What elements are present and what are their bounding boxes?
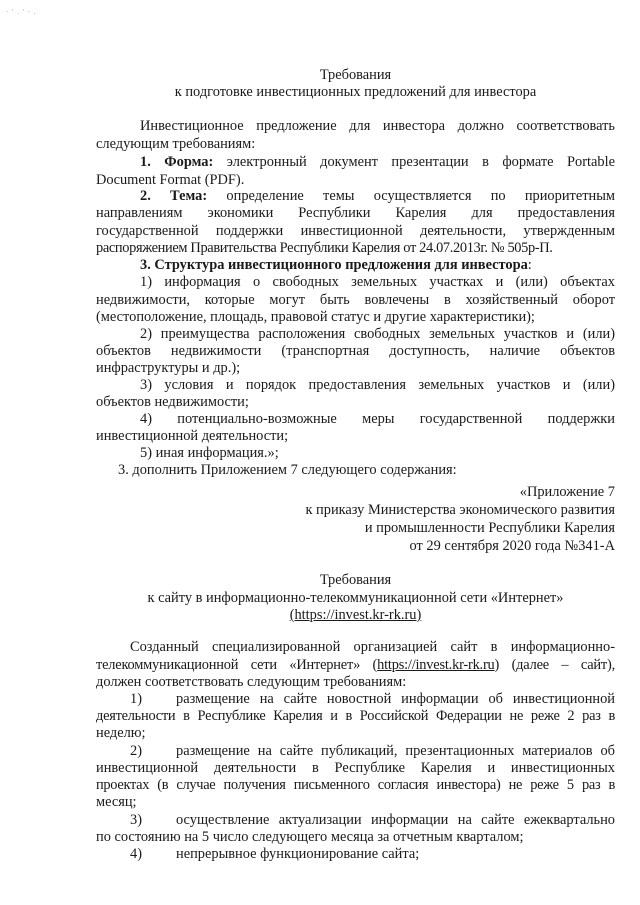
scan-corner-mark: · ' . ' · . (6, 8, 37, 16)
invest-site-inline-link[interactable]: https://invest.kr-rk.ru (377, 657, 495, 673)
site-item2-line4: месяц; (96, 794, 137, 810)
section1-intro-line1: Инвестиционное предложение для инвестора должно соответствовать (140, 118, 615, 134)
form-label: 1. Форма: (140, 154, 214, 170)
invest-site-link[interactable]: (https://invest.kr-rk.ru) (289, 607, 422, 623)
topic-requirement-line4: распоряжением Правительства Республики Карелия от 24.07.2013г. № 505р-П. (96, 240, 553, 256)
appendix-order: к приказу Министерства экономического развития (305, 502, 615, 518)
section2-url (96, 606, 615, 625)
section2-subtitle: к сайту в информационно-телекоммуникационной сети «Интернет» (147, 590, 564, 606)
site-item4-number: 4) (130, 846, 142, 862)
appendix-label: «Приложение 7 (519, 484, 615, 500)
structure-item2-line2: объектов недвижимости (транспортная доступность, наличие объектов (96, 343, 615, 359)
site-item3-line1: осуществление актуализации информации на сайте ежеквартально (176, 812, 615, 828)
site-item2-number: 2) (130, 743, 142, 759)
section2-intro-line3: должен соответствовать следующим требованиям: (96, 674, 407, 690)
structure-item4-line2: инвестиционной деятельности; (96, 428, 289, 444)
section2-intro-line2: телекоммуникационной сети «Интернет» (https://invest.kr-rk.ru) (далее – сайт), (96, 657, 615, 673)
topic-requirement-line3: государственной поддержки инвестиционной деятельности, утвержденным (96, 223, 615, 239)
structure-item1-line2: недвижимости, которые могут быть вовлечены в хозяйственный оборот (96, 292, 615, 308)
addendum-line: 3. дополнить Приложением 7 следующего содержания: (118, 462, 457, 478)
structure-item5: 5) иная информация.»; (140, 445, 279, 461)
site-item3-number: 3) (130, 812, 142, 828)
section1-title: Требования (319, 67, 392, 83)
section1-subtitle: к подготовке инвестиционных предложений для инвестора (174, 84, 537, 100)
structure-item1-line3: (местоположение, площадь, правовой статус и другие характеристики); (96, 309, 535, 325)
site-item2-line2: инвестиционной деятельности в Республике Карелия и инвестиционных (96, 760, 615, 776)
structure-item3-line1: 3) условия и порядок предоставления земельных участков и (или) (140, 377, 615, 393)
structure-item2-line3: инфраструктуры и др.); (96, 360, 241, 376)
site-item1-line2: деятельности в Республике Карелия и в Российской Федерации не реже 2 раз в (96, 708, 615, 724)
site-item1-line1: размещение на сайте новостной информации об инвестиционной (176, 691, 615, 707)
form-requirement-line2: Document Format (PDF). (96, 172, 245, 188)
topic-requirement-line2: направлениям экономики Республики Карелия для предоставления (96, 205, 615, 221)
site-item3-line2: по состоянию на 5 число следующего месяца за отчетным кварталом; (96, 829, 524, 845)
form-requirement-line1: 1. Форма: электронный документ презентации в формате Portable (140, 154, 615, 170)
section1-intro-line2: следующим требованиям: (96, 136, 256, 152)
topic-requirement-line1: 2. Тема: определение темы осуществляется по приоритетным (140, 188, 615, 204)
structure-item1-line1: 1) информация о свободных земельных участках и (или) объектах (140, 274, 615, 290)
section2-intro-line1: Созданный специализированной организацией сайт в информационно- (130, 639, 615, 655)
structure-item2-line1: 2) преимущества расположения свободных земельных участков и (или) (140, 326, 615, 342)
structure-heading: 3. Структура инвестиционного предложения для инвестора: (140, 257, 532, 273)
structure-item4-line1: 4) потенциально-возможные меры государственной поддержки (140, 411, 615, 427)
site-item1-line3: неделю; (96, 725, 146, 741)
section2-title: Требования (319, 572, 392, 588)
topic-label: 2. Тема: (140, 188, 208, 204)
site-item2-line3: проектах (в случае получения письменного согласия инвестора) не реже 5 раз в (96, 777, 615, 793)
site-item2-line1: размещение на сайте публикаций, презентационных материалов об (176, 743, 615, 759)
appendix-date: от 29 сентября 2020 года №341-А (409, 538, 615, 554)
site-item4-line1: непрерывное функционирование сайта; (176, 846, 420, 862)
site-item1-number: 1) (130, 691, 142, 707)
appendix-ministry: и промышленности Республики Карелия (364, 520, 615, 536)
structure-item3-line2: объектов недвижимости; (96, 394, 249, 410)
